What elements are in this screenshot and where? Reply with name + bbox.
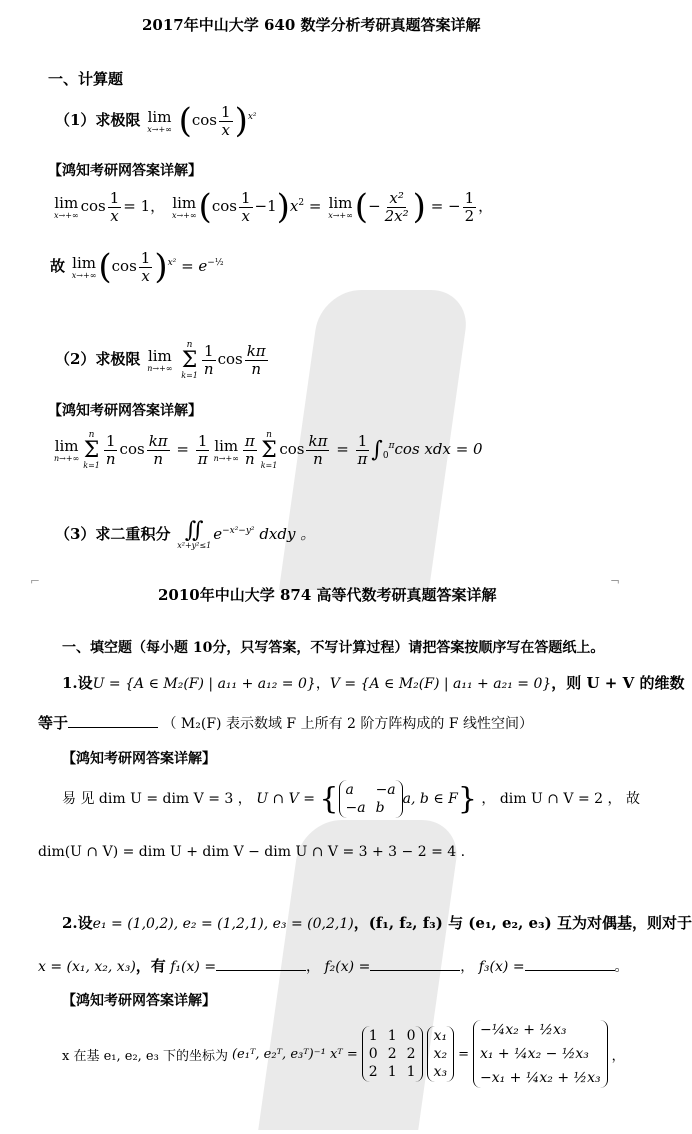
vector-x-entry: x₁ xyxy=(433,1028,448,1044)
result-vector xyxy=(473,1020,608,1088)
doc2-q2-solution: x 在基 e₁, e₂, e₃ 下的坐标为 (e₁ᵀ, e₂ᵀ, e₃ᵀ)⁻¹ xᵀ = 1 1 0 0 2 2 2 1 1 x₁ x₂ x₃ = −¼x₂ + ½x₃ x₁ + ¼x₂ − ½x₃ −x₁ + ¼x₂ + ½x₃ ， xyxy=(62,1022,625,1086)
matrix-A xyxy=(362,1026,423,1082)
doc2-q2-sol-inv: (e₁ᵀ, e₂ᵀ, e₃ᵀ)⁻¹ xᵀ = xyxy=(231,1046,358,1062)
doc2-q1-blank xyxy=(68,713,158,728)
doc2-q1-V: V = {A ∈ M₂(F) | a₁₁ + a₂₁ = 0} xyxy=(329,676,552,692)
q2-label: （2）求极限 xyxy=(55,350,141,368)
doc2-q1-sol-d: ， dim U ∩ V = 2 ， 故 xyxy=(481,791,640,807)
matrix-A-cell: 1 xyxy=(387,1028,397,1044)
matrix-A-cell: 1 xyxy=(387,1064,397,1080)
doc2-q2-f3: f₃(x) = xyxy=(478,959,525,975)
doc2-q2-line2: x = (x₁, x₂, x₃)，有 f₁(x) = ， f₂(x) = ， f₃(x) = 。 xyxy=(38,957,629,975)
vector-x xyxy=(427,1026,455,1082)
doc2-q2-line1 xyxy=(62,912,692,933)
doc2-q2-blank2 xyxy=(370,956,460,971)
doc1-tag-1: 【鸿知考研网答案详解】 xyxy=(48,163,202,179)
doc1-q1: （1）求极限 lim x→+∞ (cos $\frac{1}{x}$ )$^{x^2}$ xyxy=(55,101,257,141)
doc2-q1-ask: ，则 U + V 的维数 xyxy=(551,674,685,692)
page-break-mark-right: ¬ xyxy=(610,574,621,588)
doc2-q2-start: 2.设 xyxy=(62,914,93,932)
doc1-section: 一、计算题 xyxy=(48,70,124,88)
doc2-q1-sol-a: 易 见 dim U = dim V = 3 ， xyxy=(62,791,252,807)
q3-tail: dxdy 。 xyxy=(259,525,316,543)
matrix-A-cell: 0 xyxy=(368,1046,378,1062)
q1-therefore: 故 xyxy=(50,257,66,275)
q1-label: （1）求极限 xyxy=(55,111,141,129)
q2-sol-tail: cos xdx = 0 xyxy=(394,440,483,458)
doc2-q1-sol-b: U ∩ V = xyxy=(256,791,315,807)
doc2-tag-2: 【鸿知考研网答案详解】 xyxy=(62,993,216,1009)
matrix-A-cell: 0 xyxy=(406,1028,416,1044)
matrix-A-cell: 2 xyxy=(406,1046,416,1062)
doc2-q2-blank3 xyxy=(525,956,615,971)
doc2-q2-basis: e₁ = (1,0,2), e₂ = (1,2,1), e₃ = (0,2,1) xyxy=(92,916,354,932)
doc2-q1-sol-c: a, b ∈ F xyxy=(402,791,458,807)
doc2-q2-f2: f₂(x) = xyxy=(324,959,371,975)
doc2-title: 2010年中山大学 874 高等代数考研真题答案详解 xyxy=(158,586,497,604)
doc2-q1-equals: 等于 xyxy=(38,714,69,732)
doc2-q1-solution-line2: dim(U ∩ V) = dim U + dim V − dim U ∩ V = 3 + 3 − 2 = 4 . xyxy=(38,844,466,860)
doc2-tag-1: 【鸿知考研网答案详解】 xyxy=(62,751,216,767)
result-entry: x₁ + ¼x₂ − ½x₃ xyxy=(479,1046,589,1062)
q3-label: （3）求二重积分 xyxy=(55,525,171,543)
q1-sol-eq1: = 1， xyxy=(123,197,166,215)
doc2-q1-line2 xyxy=(38,712,533,733)
doc1-q1-solution-line1: lim x→+∞ cos $\frac{1}{x}$ = 1， lim x→+∞ (cos $\frac{1}{x}$ $-1)x^2$ = lim x→+∞ (− $\frac{\text{x²}}{\text{2x²}}$ ) = − $\frac{1}{2}$ ， xyxy=(54,187,494,227)
doc2-q1-note: （ M₂(F) 表示数域 F 上所有 2 阶方阵构成的 F 线性空间） xyxy=(162,716,533,732)
doc2-q2-mid: ，(f₁, f₂, f₃) 与 (e₁, e₂, e₃) 互为对偶基，则对于 xyxy=(353,914,692,932)
doc2-q1-start: 1.设 xyxy=(62,674,93,692)
q3-integrand: e xyxy=(213,525,223,543)
doc2-q1-line1: 1.设U = {A ∈ M₂(F) | a₁₁ + a₁₂ = 0}，V = {A ∈ M₂(F) | a₁₁ + a₂₁ = 0}，则 U + V 的维数 xyxy=(62,674,685,692)
doc1-title: 2017年中山大学 640 数学分析考研真题答案详解 xyxy=(142,16,481,34)
matrix-A-cell: 2 xyxy=(387,1046,397,1062)
result-entry: −x₁ + ¼x₂ + ½x₃ xyxy=(479,1070,601,1086)
doc2-q1-matrix: a −a −a b xyxy=(339,780,403,818)
vector-x-entry: x₃ xyxy=(433,1064,448,1080)
matrix-A-cell: 1 xyxy=(368,1028,378,1044)
doc2-q2-f1: f₁(x) = xyxy=(170,959,217,975)
doc2-section: 一、填空题（每小题 10分，只写答案，不写计算过程）请把答案按顺序写在答题纸上。 xyxy=(62,640,605,656)
vector-x-entry: x₂ xyxy=(433,1046,448,1062)
matrix-A-cell: 2 xyxy=(368,1064,378,1080)
doc1-q2-solution: lim n→+∞ n Σ k=1 $\frac{1}{n}$ cos $\frac{k\pi}{n}$ = $\frac{1}{\pi}$ lim n→+∞ $\frac{\pi}{n}$ n Σ k=1 cos $\frac{k\pi}{n}$ = $\frac{1}{\pi}$ $\int_0^\pi\cos$ xdx = 0 xyxy=(54,430,483,470)
doc2-q1-U: U = {A ∈ M₂(F) | a₁₁ + a₁₂ = 0} xyxy=(92,676,316,692)
doc1-q2: （2）求极限 lim n→+∞ n Σ k=1 $\frac{1}{n}$ cos $\frac{k\pi}{n}$ xyxy=(55,340,266,380)
doc1-q3: （3）求二重积分 ∬ x²+y²≤1 $e^{-x^2-y^2}$ dxdy 。 xyxy=(55,518,316,550)
doc2-q2-have: ，有 xyxy=(135,957,166,975)
doc2-q2-x: x = (x₁, x₂, x₃) xyxy=(38,959,136,975)
result-entry: −¼x₂ + ½x₃ xyxy=(479,1022,567,1038)
matrix-A-cell: 1 xyxy=(406,1064,416,1080)
doc2-q1-solution-line1: 易 见 dim U = dim V = 3 ， U ∩ V = { a −a −a b a, b ∈ F} ， dim U ∩ V = 2 ， 故 xyxy=(62,781,640,817)
page-break-mark-left: ⌐ xyxy=(30,574,41,588)
doc2-q2-blank1 xyxy=(216,956,306,971)
doc2-result-end: ， xyxy=(611,1048,625,1064)
doc1-tag-2: 【鸿知考研网答案详解】 xyxy=(48,403,202,419)
doc1-q1-solution-line2: 故 lim x→+∞ (cos $\frac{1}{x}$ )$^{x^2} = e^{-\frac{1}{2}}$ xyxy=(50,247,224,287)
doc2-q2-end: 。 xyxy=(614,959,629,975)
doc2-q2-sol-text: x 在基 e₁, e₂, e₃ 下的坐标为 xyxy=(62,1048,228,1064)
